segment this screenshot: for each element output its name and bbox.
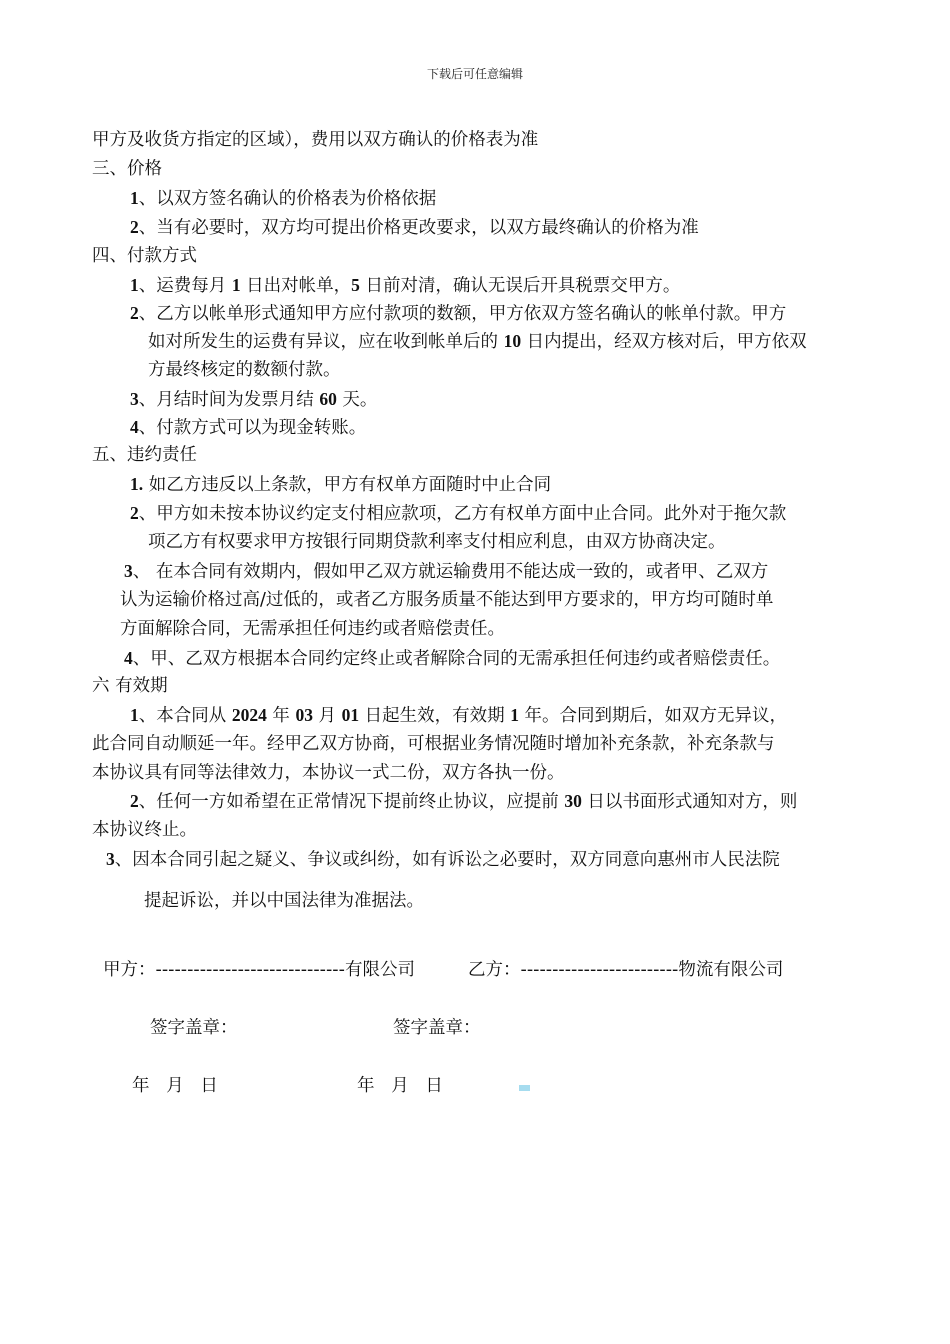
clause-line: 认为运输价格过高/过低的，或者乙方服务质量不能达到甲方要求的，甲方均可随时单 [120, 590, 774, 610]
clause-line: 本协议具有同等法律效力，本协议一式二份，双方各执一份。 [92, 763, 565, 783]
clause-line [130, 413, 366, 442]
inline-number: 60 [319, 389, 337, 409]
clause-line [130, 299, 786, 328]
clause-number: 3 [106, 849, 115, 869]
clause-line: 方最终核定的数额付款。 [148, 360, 341, 380]
section-heading-payment: 四、付款方式 [92, 246, 197, 266]
clause-line [130, 385, 377, 414]
month-value: 03 [295, 705, 313, 725]
inline-number: 5 [351, 275, 360, 295]
clause-text: 、因本合同引起之疑义、争议或纠纷，如有诉讼之必要时，双方同意向惠州市人民法院 [114, 850, 780, 870]
clause-number: 1. [130, 474, 144, 494]
clause-text: 、当有必要时，双方均可提出价格更改要求，以双方最终确认的价格为准 [138, 218, 699, 238]
clause-text: 、付款方式可以为现金转账。 [138, 418, 367, 438]
clause-line [130, 470, 551, 499]
clause-text: 日前对清，确认无误后开具税票交甲方。 [359, 276, 681, 296]
inline-number: 30 [564, 791, 582, 811]
clause-text: 、任何一方如希望在正常情况下提前终止协议，应提前 [138, 792, 565, 812]
clause-text: 、甲方如未按本协议约定支付相应款项，乙方有权单方面中止合同。此外对于拖欠款 [138, 504, 787, 524]
clause-line [130, 213, 699, 242]
clause-number: 2 [130, 791, 139, 811]
clause-line [106, 845, 780, 874]
clause-number: 3 [130, 389, 139, 409]
clause-number: 1 [130, 275, 139, 295]
date-b-label: 年 月 日 [357, 1076, 443, 1096]
clause-line [148, 327, 807, 356]
clause-text: 、 在本合同有效期内，假如甲乙双方就运输费用不能达成一致的，或者甲、乙双方 [132, 562, 769, 582]
clause-number: 1 [130, 705, 139, 725]
clause-number: 1 [130, 188, 139, 208]
clause-text: 日内提出，经双方核对后，甲方依双 [521, 332, 807, 352]
day-value: 01 [341, 705, 360, 725]
date-a-label: 年 月 日 [132, 1076, 218, 1096]
clause-line [130, 499, 786, 528]
year-value: 2024 [231, 705, 267, 725]
clause-line: 本协议终止。 [92, 820, 197, 840]
seal-a-label: 签字盖章： [150, 1018, 238, 1038]
inline-number: 1 [231, 275, 241, 295]
clause-text: 如乙方违反以上条款，甲方有权单方面随时中止合同 [143, 475, 552, 495]
clause-number: 2 [130, 503, 139, 523]
inline-number: 10 [503, 331, 522, 351]
clause-line: 项乙方有权要求甲方按银行同期贷款利率支付相应利息，由双方协商决定。 [148, 532, 726, 552]
clause-text: 、运费每月 [138, 276, 232, 296]
clause-text: 日起生效，有效期 [359, 706, 511, 726]
clause-text: 年 [266, 706, 296, 726]
clause-text: 天。 [336, 390, 378, 410]
clause-text: 、月结时间为发票月结 [138, 390, 320, 410]
clause-line [130, 184, 436, 213]
clause-number: 2 [130, 303, 139, 323]
clause-text: 日以书面形式通知对方，则 [581, 792, 798, 812]
clause-text: 、乙方以帐单形式通知甲方应付款项的数额，甲方依双方签名确认的帐单付款。甲方 [138, 304, 787, 324]
clause-line [124, 557, 768, 586]
party-a-line: 甲方：------------------------------有限公司 [103, 960, 415, 980]
clause-line: 甲方及收货方指定的区域），费用以双方确认的价格表为准 [92, 130, 539, 150]
clause-line [130, 787, 797, 816]
section-heading-liability: 五、违约责任 [92, 445, 197, 465]
party-b-line: 乙方：-------------------------物流有限公司 [468, 960, 784, 980]
highlight-mark [519, 1085, 530, 1091]
clause-line [130, 701, 787, 730]
clause-number: 2 [130, 217, 139, 237]
page-header: 下载后可任意编辑 [426, 67, 523, 81]
clause-line: 提起诉讼，并以中国法律为准据法。 [144, 891, 424, 911]
seal-b-label: 签字盖章： [393, 1018, 481, 1038]
clause-text: 日出对帐单， [240, 276, 352, 296]
clause-text: 、以双方签名确认的价格表为价格依据 [138, 189, 437, 209]
section-heading-price: 三、价格 [92, 159, 162, 179]
clause-line [124, 644, 780, 673]
clause-line: 方面解除合同，无需承担任何违约或者赔偿责任。 [120, 619, 505, 639]
clause-line: 此合同自动顺延一年。经甲乙双方协商，可根据业务情况随时增加补充条款，补充条款与 [92, 734, 775, 754]
clause-text: 如对所发生的运费有异议，应在收到帐单后的 [148, 332, 504, 352]
period-value: 1 [510, 705, 519, 725]
clause-number: 4 [130, 417, 139, 437]
section-heading-validity: 六 有效期 [92, 676, 168, 696]
clause-text: 年。合同到期后，如双方无异议， [518, 706, 788, 726]
clause-text: 、甲、乙双方根据本合同约定终止或者解除合同的无需承担任何违约或者赔偿责任。 [132, 649, 781, 669]
clause-line [130, 271, 680, 300]
clause-text: 月 [312, 706, 342, 726]
clause-text: 、本合同从 [138, 706, 232, 726]
clause-number: 3 [124, 561, 133, 581]
clause-number: 4 [124, 648, 133, 668]
